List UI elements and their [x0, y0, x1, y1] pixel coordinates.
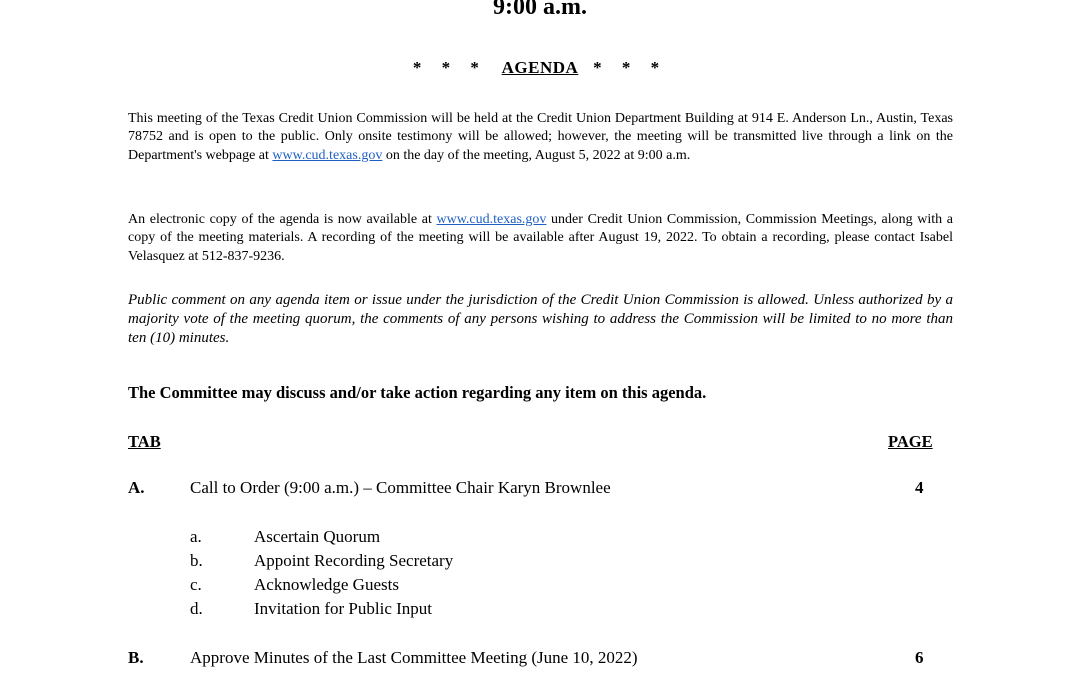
- agenda-word: AGENDA: [501, 58, 579, 77]
- subitem-text: Ascertain Quorum: [254, 527, 381, 546]
- meeting-time-heading: 9:00 a.m.: [493, 0, 587, 20]
- agenda-title: [0, 58, 1080, 78]
- p1-text-b: on the day of the meeting, August 5, 2022 at 9:00 a.m.: [382, 147, 691, 163]
- cud-website-link-2[interactable]: www.cud.texas.gov: [436, 212, 547, 227]
- subitem-letter: c.: [190, 575, 202, 594]
- p2-text-b: under Credit Union Commission, Commission Meetings, along with a copy of the meeting materials. A recording of the meeting will be available after August 19, 2022. To obtain a recording, please contact Isabel Velasquez at 512-837-9236.: [128, 212, 953, 264]
- stars-left: * * *: [412, 58, 487, 77]
- item-title: Approve Minutes of the Last Committee Meeting (June 10, 2022): [190, 648, 638, 667]
- subitem-text: Appoint Recording Secretary: [254, 551, 454, 570]
- committee-note: The Committee may discuss and/or take action regarding any item on this agenda.: [128, 383, 707, 402]
- page-column-header: PAGE: [888, 432, 933, 451]
- subitem-text: Invitation for Public Input: [254, 599, 433, 618]
- meeting-location-paragraph: [128, 110, 953, 165]
- public-comment-paragraph: Public comment on any agenda item or issue under the jurisdiction of the Credit Union Commission is allowed. Unless authorized by a majority vote of the meeting quorum, the comments of any persons wishing to address the Commission will be limited to no more than ten (10) minutes.: [128, 292, 953, 346]
- item-tab: B.: [128, 648, 144, 667]
- subitem-text: Acknowledge Guests: [254, 575, 399, 594]
- agenda-copy-paragraph: [128, 211, 953, 266]
- stars-right: * * *: [593, 58, 668, 77]
- cud-website-link[interactable]: www.cud.texas.gov: [272, 147, 383, 163]
- item-tab: A.: [128, 478, 145, 497]
- item-title: Call to Order (9:00 a.m.) – Committee Chair Karyn Brownlee: [190, 478, 611, 497]
- p1-text-a: This meeting of the Texas Credit Union Commission will be held at the Credit Union Department Building at 914 E. Anderson Ln., Austin, Texas 78752 and is open to the public. Only onsite testimony will be allowed; however, the meeting will be transmitted live through a link on the Department's webpage at: [128, 111, 953, 163]
- subitem-letter: b.: [190, 551, 203, 570]
- tab-column-header: TAB: [128, 432, 161, 451]
- subitem-letter: a.: [190, 527, 202, 546]
- subitem-letter: d.: [190, 599, 203, 618]
- p2-text-a: An electronic copy of the agenda is now available at: [128, 212, 437, 227]
- item-page: 6: [915, 648, 924, 667]
- item-page: 4: [915, 478, 924, 497]
